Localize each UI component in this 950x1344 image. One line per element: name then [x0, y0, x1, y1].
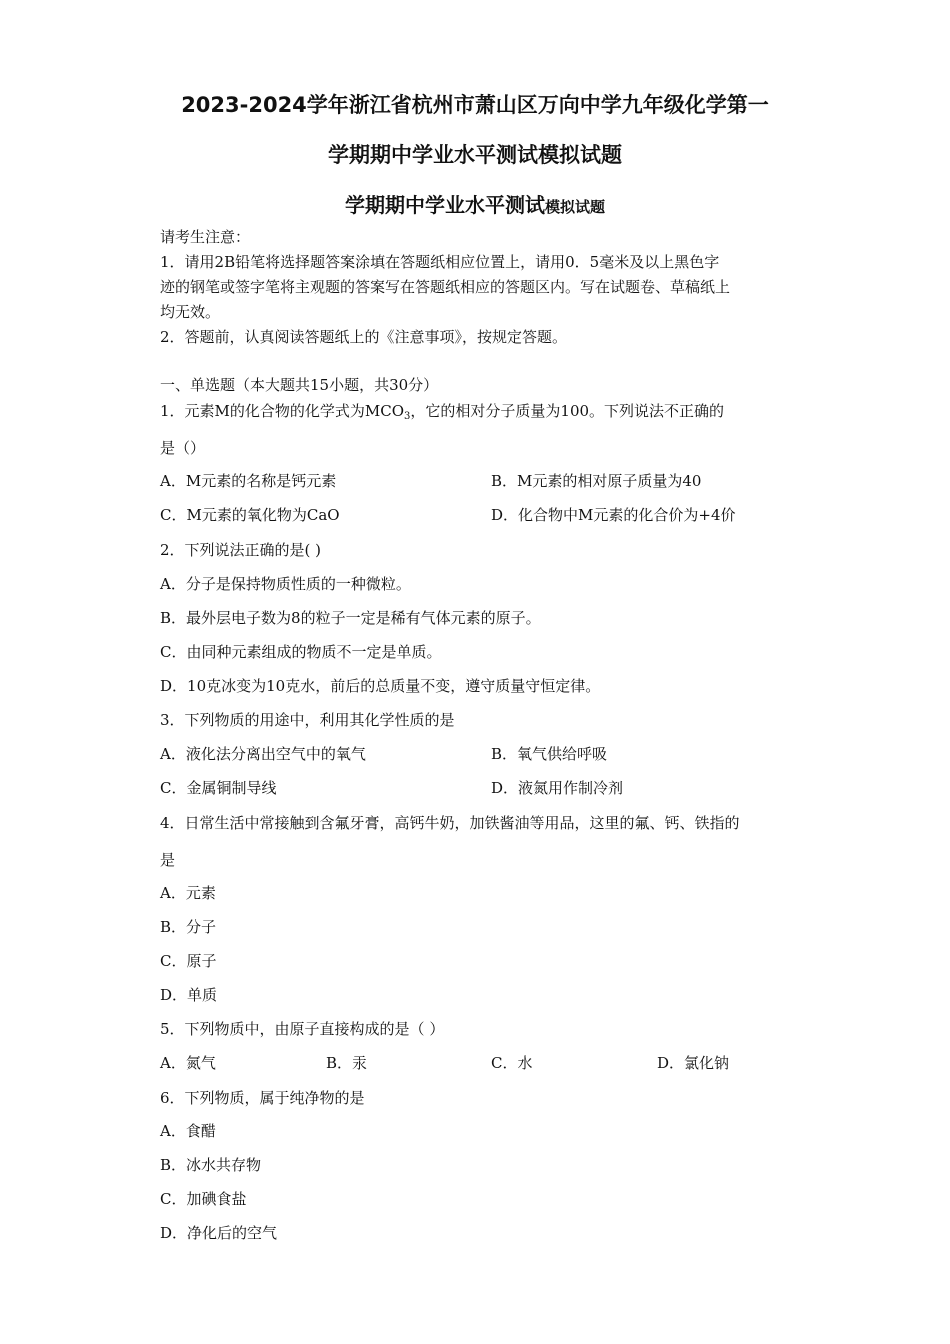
section-1-heading: 一、单选题（本大题共15小题，共30分） — [160, 376, 439, 394]
q4-option-d: D．单质 — [160, 986, 218, 1004]
q6-option-d: D．净化后的空气 — [160, 1224, 278, 1242]
q4-stem-line-1: 4．日常生活中常接触到含氟牙膏，高钙牛奶，加铁酱油等用品，这里的氟、钙、铁指的 — [160, 814, 740, 832]
q2-stem: 2．下列说法正确的是( ) — [160, 541, 322, 559]
q2-option-b: B．最外层电子数为8的粒子一定是稀有气体元素的原子。 — [160, 609, 541, 627]
q6-option-a: A．食醋 — [160, 1122, 216, 1140]
q2-option-a: A．分子是保持物质性质的一种微粒。 — [160, 575, 411, 593]
q2-option-d: D．10克冰变为10克水，前后的总质量不变，遵守质量守恒定律。 — [160, 677, 601, 695]
notice-item-2: 2．答题前，认真阅读答题纸上的《注意事项》，按规定答题。 — [160, 328, 568, 346]
q5-option-c: C．水 — [491, 1054, 533, 1072]
q6-option-b: B．冰水共存物 — [160, 1156, 262, 1174]
q2-option-c: C．由同种元素组成的物质不一定是单质。 — [160, 643, 442, 661]
q1-stem-line-2: 是（） — [160, 439, 206, 457]
notice-item-1-line-1: 1．请用2B铅笔将选择题答案涂填在答题纸相应位置上，请用0．5毫米及以上黑色字 — [160, 253, 720, 271]
document-title-line-2: 学期期中学业水平测试模拟试题 — [328, 143, 622, 167]
q3-option-c: C．金属铜制导线 — [160, 779, 277, 797]
q1-option-a: A．M元素的名称是钙元素 — [160, 472, 337, 490]
q3-option-a: A．液化法分离出空气中的氧气 — [160, 745, 366, 763]
q6-option-c: C．加碘食盐 — [160, 1190, 247, 1208]
q1-stem-a: 1．元素M的化合物的化学式为MCO — [160, 402, 405, 420]
q6-stem: 6．下列物质，属于纯净物的是 — [160, 1089, 365, 1107]
q3-option-d: D．液氮用作制冷剂 — [491, 779, 624, 797]
q4-option-a: A．元素 — [160, 884, 216, 902]
notice-item-1-line-2: 迹的钢笔或签字笔将主观题的答案写在答题纸相应的答题区内。写在试题卷、草稿纸上 — [160, 278, 731, 296]
q1-option-d: D．化合物中M元素的化合价为+4价 — [491, 506, 736, 524]
q3-option-b: B．氧气供给呼吸 — [491, 745, 608, 763]
title-line-3-main: 学期期中学业水平测试 — [344, 193, 545, 217]
q1-stem-b: ，它的相对分子质量为100。下列说法不正确的 — [410, 402, 725, 420]
q3-stem: 3．下列物质的用途中，利用其化学性质的是 — [160, 711, 455, 729]
q1-stem-line-1 — [160, 401, 724, 427]
notice-item-1-line-3: 均无效。 — [160, 303, 221, 321]
q4-option-c: C．原子 — [160, 952, 217, 970]
notice-heading: 请考生注意： — [160, 228, 251, 246]
q5-stem: 5．下列物质中，由原子直接构成的是（ ） — [160, 1020, 445, 1038]
q5-option-d: D．氯化钠 — [657, 1054, 730, 1072]
q1-stem-subscript: 3 — [404, 411, 411, 422]
q5-option-b: B．汞 — [326, 1054, 368, 1072]
q1-option-b: B．M元素的相对原子质量为40 — [491, 472, 702, 490]
document-title-line-3 — [0, 189, 950, 218]
title-line-3-small: 模拟试题 — [544, 198, 605, 216]
q4-option-b: B．分子 — [160, 918, 217, 936]
document-title-line-1: 2023-2024学年浙江省杭州市萧山区万向中学九年级化学第一 — [181, 93, 769, 117]
q1-option-c: C．M元素的氧化物为CaO — [160, 506, 340, 524]
q4-stem-line-2: 是 — [160, 851, 176, 869]
q5-option-a: A．氮气 — [160, 1054, 216, 1072]
